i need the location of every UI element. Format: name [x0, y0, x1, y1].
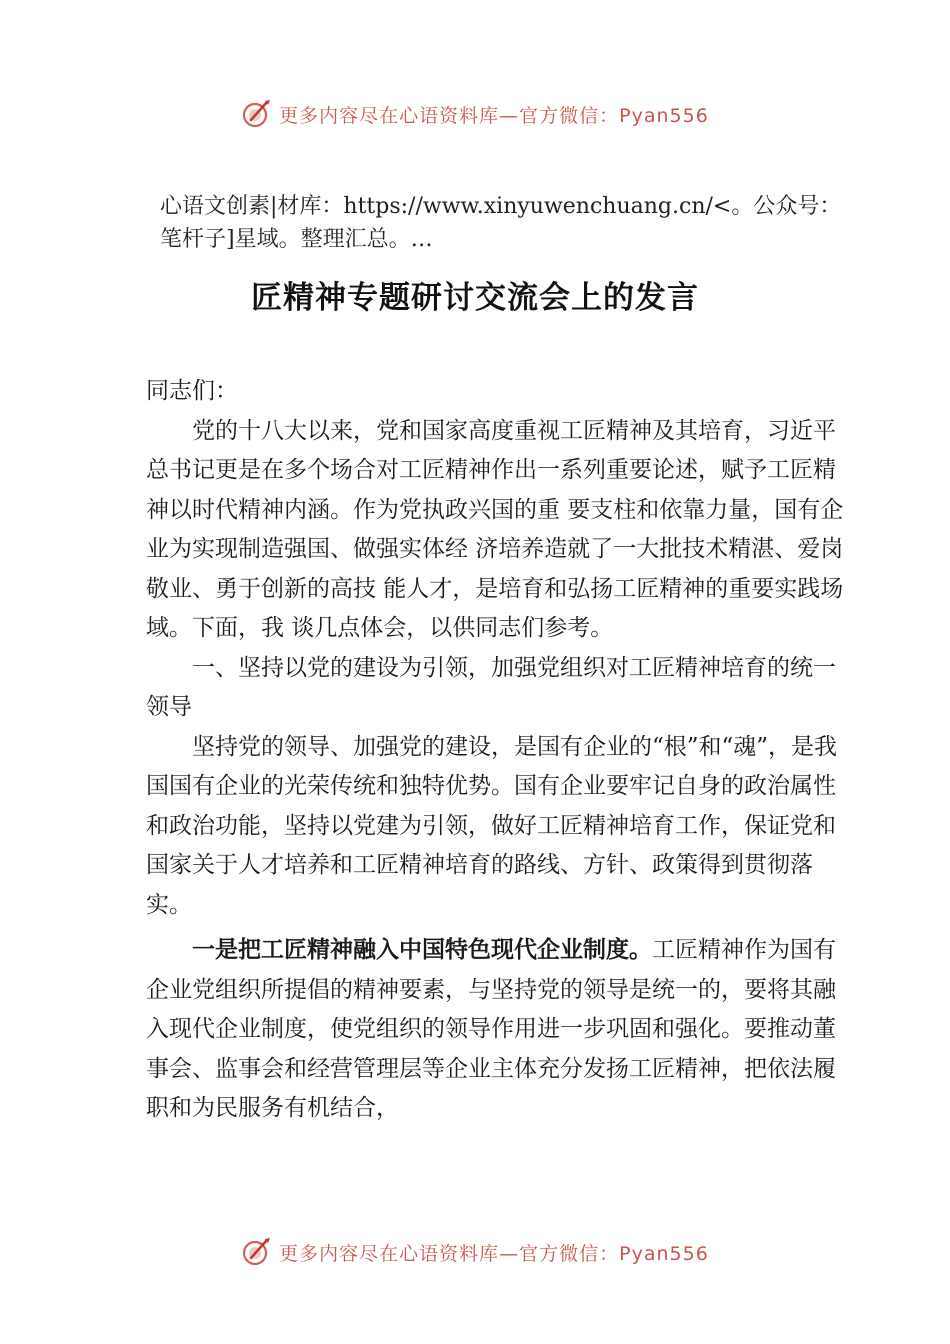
- banner-text: 更多内容尽在心语资料库—官方微信：Pyan556: [279, 1242, 709, 1265]
- point-lead: 一是把工匠精神融入中国特色现代企业制度。: [192, 937, 652, 963]
- greeting: 同志们：: [146, 378, 238, 404]
- wechat-id: Pyan556: [619, 1242, 709, 1265]
- paragraph: 坚持党的领导、加强党的建设，是国有企业的“根”和“魂”，是我国国有企业的光荣传统和独特优势。国有企业要牢记自身的政治属性和政治功能，坚持以党建为引领，做好工匠精神培育工作，保证党和国家关于人才培养和工匠精神培育的路线、方针、政策得到贯彻落实。: [146, 733, 838, 918]
- point-text: 工匠精神作为国有企业党组织所提倡的精神要素，与坚持党的领导是统一的，要将其融入现代企业制度，使党组织的领导作用进一步巩固和强化。要推动董事会、监事会和经营管理层等企业主体充分发扬工匠精神，把依法履职和为民服务有机结合，: [146, 937, 836, 1121]
- wechat-id: Pyan556: [619, 104, 709, 127]
- footer-banner: [0, 1232, 950, 1272]
- banner-text: 更多内容尽在心语资料库—官方微信：Pyan556: [279, 104, 709, 127]
- page-title: 匠精神专题研讨交流会上的发言: [251, 280, 699, 316]
- brush-logo-icon: [241, 98, 273, 130]
- section-heading: 一、坚持以党的建设为引领，加强党组织对工匠精神培育的统一领导: [146, 654, 836, 720]
- point-paragraph: [146, 931, 846, 1129]
- brush-logo-icon: [241, 1236, 273, 1268]
- header-banner: [0, 94, 950, 134]
- document-body: [146, 372, 846, 1129]
- paragraph: 党的十八大以来，党和国家高度重视工匠精神及其培育，习近平总书记更是在多个场合对工匠精神作出一系列重要论述，赋予工匠精神以时代精神内涵。作为党执政兴国的重 要支柱和依靠力量，国有企业为实现制造强国、做强实体经 济培养造就了一大批技术精湛、爱岗敬业、勇于创新的高技 能人才，是培育和弘扬工匠精神的重要实践场域。下面，我 谈几点体会，以供同志们参考。: [146, 417, 844, 641]
- source-note: 心语文创素|材库：https://www.xinyuwenchuang.cn/<。公众号：笔杆子]星域。整理汇总。…: [160, 194, 842, 252]
